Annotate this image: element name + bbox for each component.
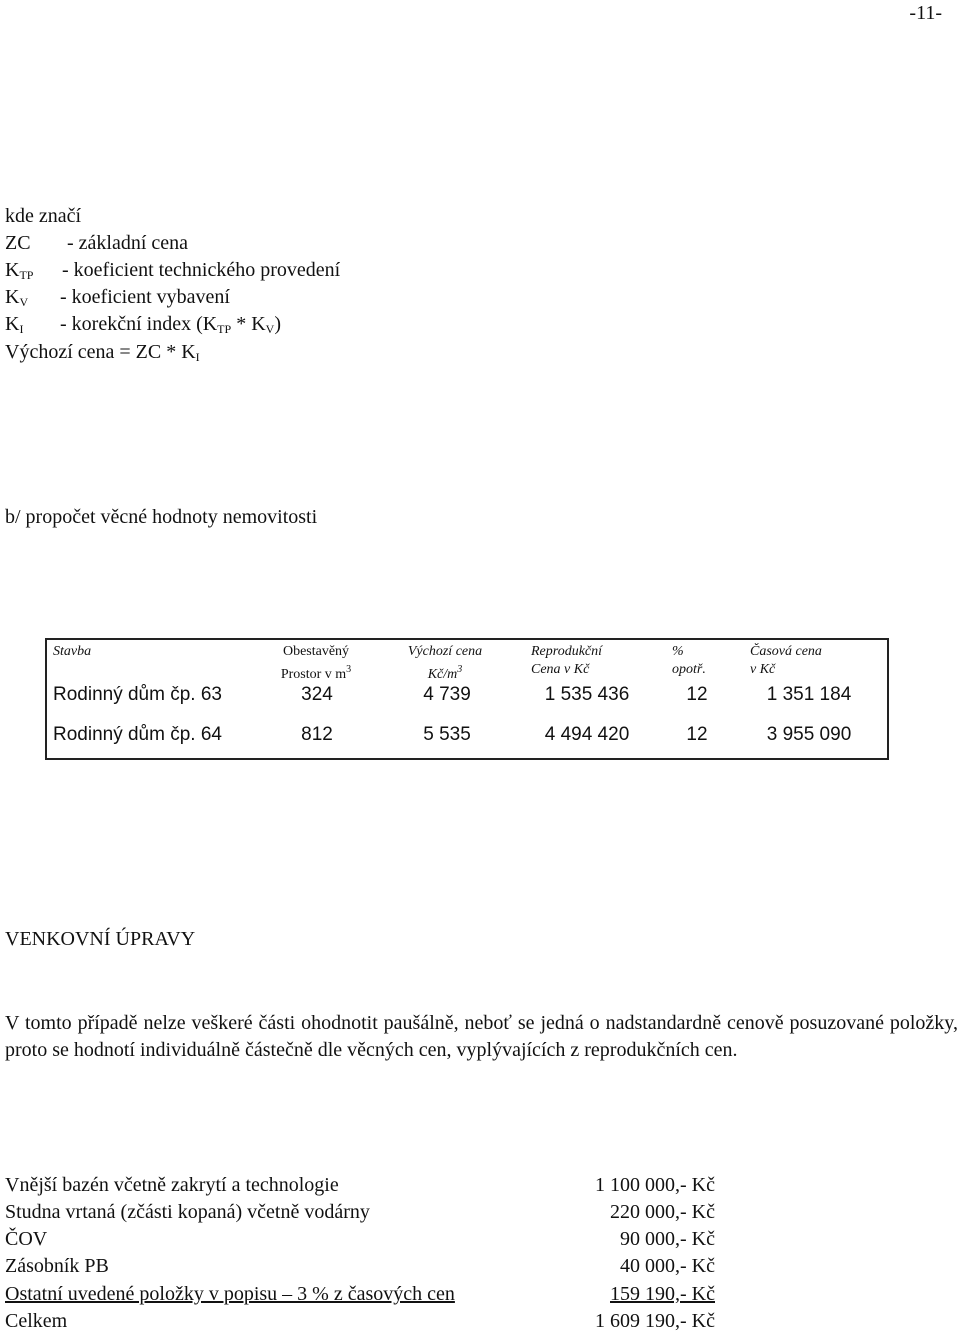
item-value: 220 000,- Kč xyxy=(610,1201,715,1223)
item-value: 159 190,- Kč xyxy=(610,1283,715,1305)
row1-prostor: 324 xyxy=(301,684,333,705)
header-opotr-line2: opotř. xyxy=(672,662,706,677)
row2-stavba: Rodinný dům čp. 64 xyxy=(53,724,222,745)
header-casova xyxy=(750,643,822,679)
venkovni-paragraph: V tomto případě nelze veškeré části ohodnotit paušálně, neboť se jedná o nadstandardně cenově posuzované položky, proto se hodnotí individuálně částečně dle věcných cen, vyplývajících z reprodukčních cen. xyxy=(5,1012,958,1061)
item-zasobnik xyxy=(5,1255,715,1282)
legend-ki-sub: I xyxy=(19,322,24,336)
legend-ktp-symbol: K xyxy=(5,259,20,281)
item-value: 90 000,- Kč xyxy=(620,1228,715,1250)
legend-formula-text: Výchozí cena = ZC * K xyxy=(5,341,196,363)
item-value: 40 000,- Kč xyxy=(620,1255,715,1277)
item-label: Zásobník PB xyxy=(5,1255,109,1277)
legend-kv-sub: V xyxy=(19,295,29,309)
item-label: ČOV xyxy=(5,1228,48,1250)
header-vychozi-line1: Výchozí cena xyxy=(407,644,483,659)
page-number: -11- xyxy=(909,2,942,24)
header-prostor-line2: Prostor v m xyxy=(280,667,347,682)
item-label: Studna vrtaná (zčásti kopaná) včetně vodárny xyxy=(5,1201,370,1223)
legend-ktp-sub: TP xyxy=(19,268,34,282)
header-vychozi xyxy=(387,643,503,684)
item-cov xyxy=(5,1228,715,1255)
legend-ki-sub-a: TP xyxy=(217,322,232,336)
header-casova-line2: v Kč xyxy=(750,662,776,677)
item-studna xyxy=(5,1201,715,1228)
header-casova-line1: Časová cena xyxy=(750,644,822,659)
legend-kv-desc: - koeficient vybavení xyxy=(60,286,230,308)
row2-vychozi: 5 535 xyxy=(423,724,471,745)
row1-opotr: 12 xyxy=(686,684,708,705)
legend-ktp-desc: - koeficient technického provedení xyxy=(62,259,341,281)
item-celkem xyxy=(5,1310,715,1337)
header-repro-line2: Cena v Kč xyxy=(531,662,590,677)
item-label: Ostatní uvedené položky v popisu – 3 % z časových cen xyxy=(5,1283,455,1305)
row2-repro: 4 494 420 xyxy=(544,724,630,745)
header-repro-line1: Reprodukční xyxy=(531,644,603,659)
header-opotr xyxy=(672,643,706,679)
header-prostor-line1: Obestavěný xyxy=(282,644,350,659)
row1-repro: 1 535 436 xyxy=(544,684,630,705)
legend-zc-desc: - základní cena xyxy=(67,232,189,254)
valuation-table xyxy=(45,638,889,760)
row2-casova: 3 955 090 xyxy=(766,724,852,745)
item-ostatni xyxy=(5,1283,715,1310)
section-title-propocet: b/ propočet věcné hodnoty nemovitosti xyxy=(5,506,318,528)
row2-opotr: 12 xyxy=(686,724,708,745)
header-prostor-sup: 3 xyxy=(346,664,352,675)
section-title-venkovni: VENKOVNÍ ÚPRAVY xyxy=(5,928,196,950)
item-label: Celkem xyxy=(5,1310,68,1332)
legend-kv-symbol: K xyxy=(5,286,20,308)
header-vychozi-sup: 3 xyxy=(457,664,463,675)
header-repro xyxy=(531,643,602,679)
row1-vychozi: 4 739 xyxy=(423,684,471,705)
row2-prostor: 812 xyxy=(301,724,333,745)
item-label: Vnější bazén včetně zakrytí a technologie xyxy=(5,1174,339,1196)
header-prostor xyxy=(261,643,371,684)
legend-intro: kde značí xyxy=(5,205,82,227)
legend-ki-close: ) xyxy=(274,313,281,335)
header-vychozi-line2: Kč/m xyxy=(427,667,458,682)
row1-casova: 1 351 184 xyxy=(766,684,852,705)
legend-ki-sub-b: V xyxy=(265,322,275,336)
legend-formula-sub: I xyxy=(195,350,200,364)
legend-ki-mid: * K xyxy=(231,313,266,335)
item-value: 1 100 000,- Kč xyxy=(595,1174,715,1196)
header-opotr-line1: % xyxy=(672,644,684,659)
legend-ki-desc: - korekční index (K xyxy=(60,313,218,335)
legend-zc-symbol: ZC xyxy=(5,232,31,254)
row1-stavba: Rodinný dům čp. 63 xyxy=(53,684,222,705)
legend-formula xyxy=(5,339,200,371)
legend-ki-symbol: K xyxy=(5,313,20,335)
header-stavba: Stavba xyxy=(53,644,92,659)
item-bazen xyxy=(5,1174,715,1201)
legend-zc xyxy=(5,230,188,257)
item-value: 1 609 190,- Kč xyxy=(595,1310,715,1332)
